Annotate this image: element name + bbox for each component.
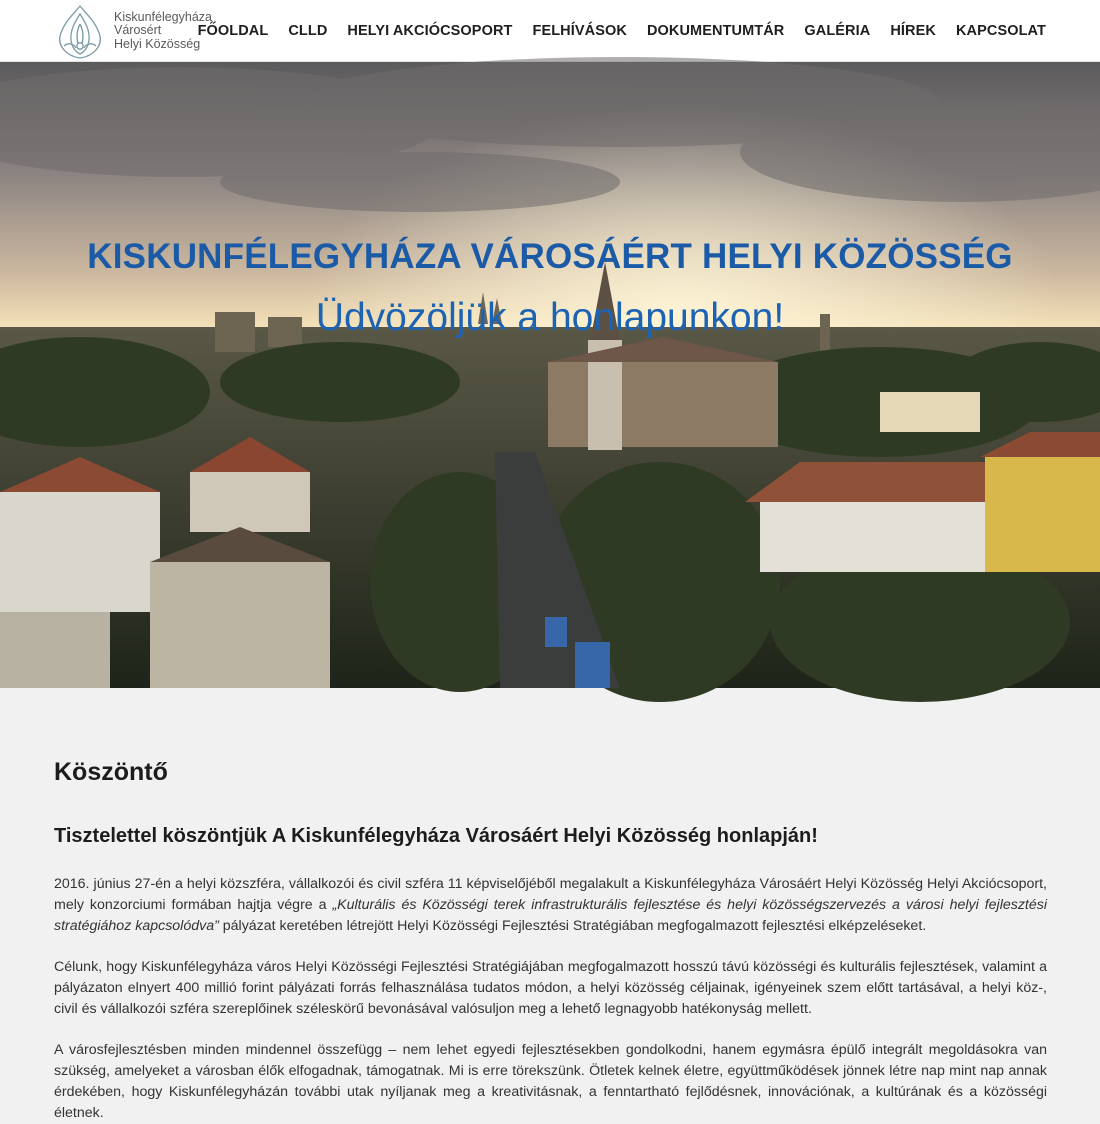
hero-subtitle: Üdvözöljük a honlapunkon! bbox=[315, 296, 785, 339]
hero-city-photo bbox=[0, 62, 1100, 688]
nav-item-clld[interactable]: CLLD bbox=[288, 23, 328, 39]
nav-item-fooldal[interactable]: FŐOLDAL bbox=[197, 23, 269, 39]
paragraph-1-end: pályázat keretében létrejött Helyi Közösségi Fejlesztési Stratégiában megfogalmazott fejlesztési elképzeléseket. bbox=[218, 918, 927, 934]
hero-title: KISKUNFÉLEGYHÁZA VÁROSÁÉRT HELYI KÖZÖSSÉG bbox=[87, 237, 1013, 276]
hero-banner bbox=[0, 62, 1100, 688]
nav-item-dokumentumtar[interactable]: DOKUMENTUMTÁR bbox=[646, 23, 785, 39]
nav-item-helyi-akciocsoport[interactable]: HELYI AKCIÓCSOPORT bbox=[347, 23, 513, 39]
paragraph-1 bbox=[54, 874, 1047, 937]
nav-item-felhivasok[interactable]: FELHÍVÁSOK bbox=[532, 23, 627, 39]
paragraph-1-start: 2016. június 27-én a helyi közszféra, vállalkozói és civil szféra 11 képviselőjéből megalakult a Kiskunfélegyháza Városáért Helyi Közösség Helyi Akciócsoport, mely konzorciumi formában hajtja végre a bbox=[54, 876, 1047, 913]
main-nav bbox=[198, 0, 1046, 62]
tulip-emblem-icon bbox=[52, 2, 108, 60]
nav-item-hirek[interactable]: HÍREK bbox=[890, 23, 936, 39]
project-title-italic: „Kulturális és Közösségi terek infrastrukturális fejlesztése és helyi közösségszervezés a városi helyi fejlesztési stratégiához kapcsolódva” bbox=[54, 897, 1047, 934]
site-logo[interactable] bbox=[52, 2, 212, 60]
nav-item-galeria[interactable]: GALÉRIA bbox=[804, 23, 871, 39]
nav-item-kapcsolat[interactable]: KAPCSOLAT bbox=[955, 23, 1046, 39]
section-subtitle: Tisztelettel köszöntjük A Kiskunfélegyháza Városáért Helyi Közösség honlapján! bbox=[54, 825, 818, 847]
site-header bbox=[0, 0, 1100, 62]
section-title: Köszöntő bbox=[54, 758, 168, 786]
paragraph-3: A városfejlesztésben minden mindennel összefügg – nem lehet egyedi fejlesztésekben gondolkodni, hanem egymásra épülő integrált megoldásokra van szükség, amelyeket a városban élők elfogadnak, támogatnak. Mi is erre törekszünk. Ötletek kelnek életre, együttműködések jönnek létre nap mint nap annak érdekében, hogy Kiskunfélegyházán további utak nyíljanak meg a kreativitásnak, a fenntartható fejlődésnek, innovációnak, a kultúrának és a közösségi életnek. bbox=[54, 1042, 1047, 1121]
logo-line-3: Helyi Közösség bbox=[114, 36, 201, 51]
logo-line-2: Városért bbox=[114, 23, 162, 38]
paragraph-2: Célunk, hogy Kiskunfélegyháza város Helyi Közösségi Fejlesztési Stratégiájában megfogalmazott hosszú távú közösségi és kulturális fejlesztések, valamint a pályázaton elnyert 400 millió forint pályázati forrás felhasználása tudatos módon, a helyi közösség céljainak, igényeinek szem előtt tartásával, a helyi köz-, civil és vállalkozói szféra szereplőinek széleskörű bevonásával valósuljon meg a lehető legnagyobb hatékonyság mellett. bbox=[54, 959, 1047, 1017]
logo-line-1: Kiskunfélegyháza bbox=[114, 9, 212, 24]
